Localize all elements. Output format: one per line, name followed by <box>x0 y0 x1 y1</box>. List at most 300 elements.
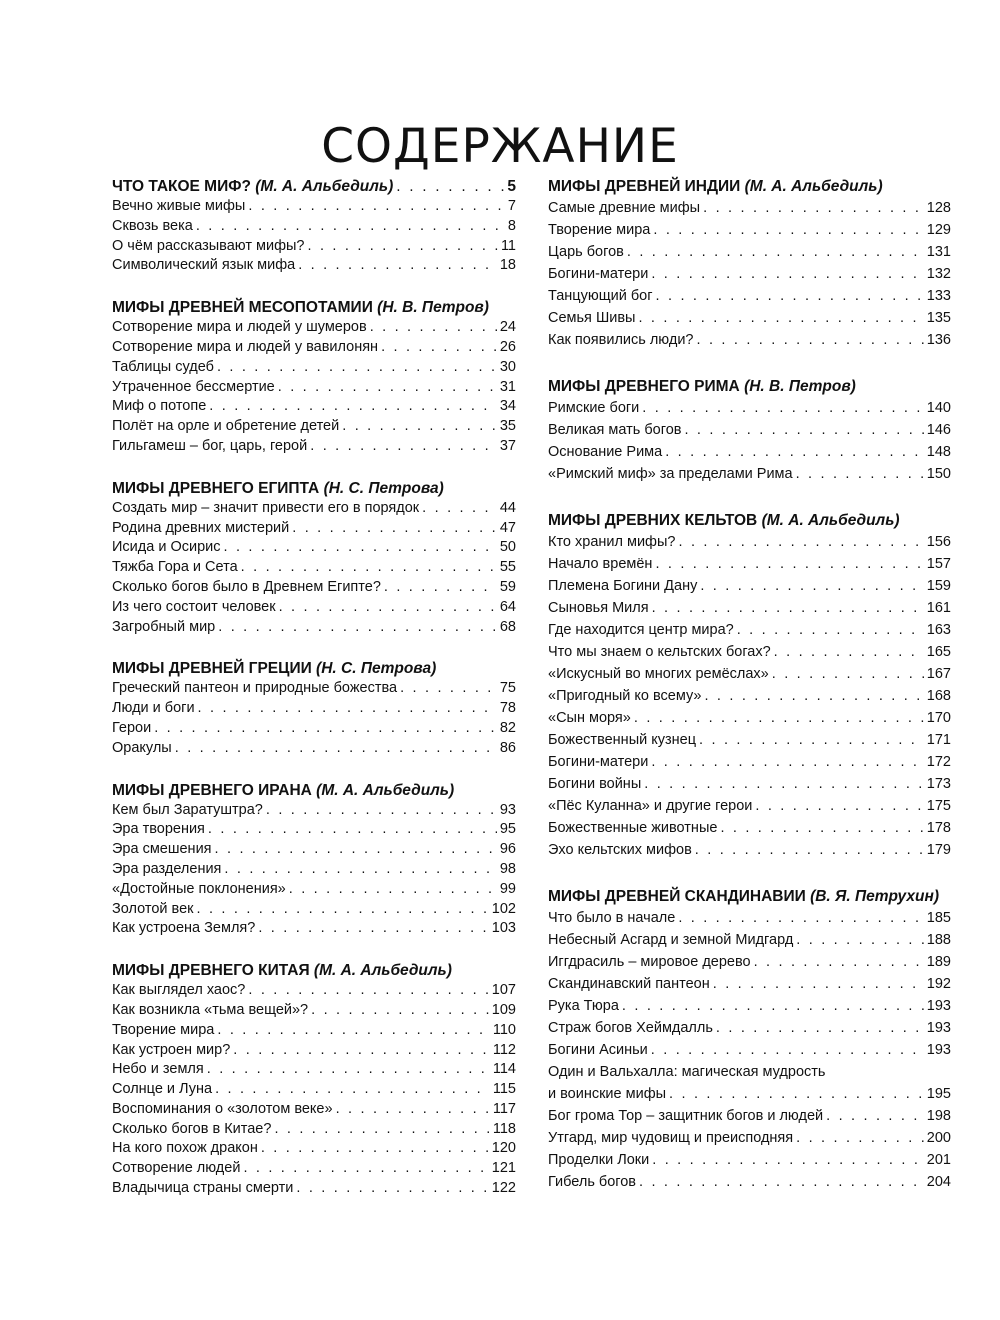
entry-page-number: 93 <box>499 801 516 818</box>
entry-title: Как устроена Земля? <box>112 920 256 937</box>
dot-leader <box>310 437 497 457</box>
dot-leader <box>653 219 923 241</box>
toc-entry[interactable] <box>548 995 951 1017</box>
toc-entry[interactable] <box>548 419 951 441</box>
entry-page-number: 156 <box>926 534 951 550</box>
section-heading[interactable] <box>112 298 516 318</box>
entry-page-number: 135 <box>926 310 951 326</box>
section-author: (Н. С. Петрова) <box>323 479 444 497</box>
toc-entry[interactable] <box>112 1139 516 1159</box>
entry-title: Гильгамеш – бог, царь, герой <box>112 437 308 454</box>
entry-title: Сыновья Миля <box>548 600 649 616</box>
entry-page-number: 109 <box>491 1001 516 1018</box>
entry-title: Великая мать богов <box>548 422 682 438</box>
entry-title: Где находится центр мира? <box>548 622 734 638</box>
entry-title: Богини войны <box>548 776 642 792</box>
toc-entry[interactable] <box>548 285 951 307</box>
dot-leader <box>754 951 924 973</box>
toc-section <box>548 511 951 861</box>
entry-title: Небесный Асгард и земной Мидгард <box>548 932 794 948</box>
entry-title: Сколько богов было в Древнем Египте? <box>112 578 381 595</box>
toc-entry[interactable] <box>548 197 951 219</box>
section-title: МИФЫ ДРЕВНЕГО ИРАНА <box>112 781 312 799</box>
toc-entry[interactable] <box>112 699 516 719</box>
toc-entry[interactable] <box>112 318 516 338</box>
toc-entry[interactable] <box>548 619 951 641</box>
toc-section <box>548 377 951 485</box>
toc-entry[interactable] <box>548 463 951 485</box>
entry-title: Утраченное бессмертие <box>112 378 275 395</box>
entry-page-number: 82 <box>499 719 516 736</box>
section-author: (Н. С. Петрова) <box>316 660 437 678</box>
entry-title: «Римский миф» за пределами Рима <box>548 466 793 482</box>
entry-page-number: 165 <box>926 644 951 660</box>
toc-entry[interactable] <box>112 256 516 276</box>
entry-title: Таблицы судеб <box>112 358 214 375</box>
toc-entry[interactable] <box>112 880 516 900</box>
toc-entry[interactable] <box>548 751 951 773</box>
entry-page-number: 117 <box>492 1100 516 1117</box>
toc-entry[interactable] <box>548 1061 951 1083</box>
section-heading-text <box>112 177 393 197</box>
section-heading[interactable] <box>112 177 516 197</box>
entry-page-number: 8 <box>507 217 516 234</box>
section-author: (В. Я. Петрухин) <box>810 888 939 905</box>
entry-title: Сквозь века <box>112 217 193 234</box>
toc-entry[interactable] <box>112 618 516 638</box>
section-title: МИФЫ ДРЕВНЕГО ЕГИПТА <box>112 479 320 497</box>
toc-entry[interactable] <box>112 801 516 821</box>
entry-title: Танцующий бог <box>548 288 653 304</box>
entry-title: Сколько богов в Китае? <box>112 1120 272 1137</box>
toc-entry[interactable] <box>112 437 516 457</box>
section-heading[interactable] <box>112 781 516 801</box>
entry-page-number: 75 <box>499 680 516 697</box>
entry-title: Как устроен мир? <box>112 1041 231 1058</box>
entry-title: Что было в начале <box>548 910 676 926</box>
entry-page-number: 118 <box>492 1120 516 1137</box>
entry-page-number: 47 <box>499 519 516 536</box>
toc-entry[interactable] <box>112 820 516 840</box>
section-heading-text <box>112 660 436 677</box>
dot-leader <box>154 719 497 739</box>
toc-entry[interactable] <box>548 441 951 463</box>
entry-page-number: 201 <box>926 1152 951 1168</box>
toc-entry[interactable] <box>548 307 951 329</box>
entry-title: Сотворение мира и людей у шумеров <box>112 319 367 336</box>
section-author: (М. А. Альбедиль) <box>744 178 883 195</box>
toc-entry[interactable] <box>548 839 951 861</box>
section-heading[interactable] <box>548 177 951 197</box>
dot-leader <box>296 1179 488 1199</box>
toc-entry[interactable] <box>548 1149 951 1171</box>
entry-page-number: 37 <box>499 437 516 454</box>
dot-leader <box>796 929 924 951</box>
entry-page-number: 128 <box>926 200 951 216</box>
entry-page-number: 55 <box>499 559 516 576</box>
entry-page-number: 31 <box>499 378 516 395</box>
entry-title: Как возникла «тьма вещей»? <box>112 1001 309 1018</box>
toc-entry[interactable] <box>548 951 951 973</box>
entry-page-number: 44 <box>499 499 516 516</box>
toc-entry[interactable] <box>112 1001 516 1021</box>
dot-leader <box>209 397 497 417</box>
dot-leader <box>258 919 488 939</box>
toc-entry[interactable] <box>548 1039 951 1061</box>
toc-entry[interactable] <box>112 378 516 398</box>
toc-entry[interactable] <box>548 973 951 995</box>
entry-title: Скандинавский пантеон <box>548 976 710 992</box>
dot-leader <box>224 538 497 558</box>
toc-entry[interactable] <box>112 1100 516 1120</box>
toc-entry[interactable] <box>548 795 951 817</box>
section-title: МИФЫ ДРЕВНИХ КЕЛЬТОВ <box>548 512 758 529</box>
entry-page-number: 103 <box>491 920 516 937</box>
toc-entry[interactable] <box>548 773 951 795</box>
dot-leader <box>215 1080 490 1100</box>
toc-entry[interactable] <box>112 217 516 237</box>
toc-entry[interactable] <box>548 907 951 929</box>
entry-title: Кем был Заратуштра? <box>112 801 263 818</box>
entry-page-number: 189 <box>926 954 951 970</box>
toc-entry[interactable] <box>112 1021 516 1041</box>
toc-right-column <box>548 177 951 1219</box>
dot-leader <box>289 880 497 900</box>
toc-entry[interactable] <box>548 553 951 575</box>
dot-leader <box>755 795 923 817</box>
dot-leader <box>774 641 924 663</box>
toc-entry[interactable] <box>112 598 516 618</box>
toc-entry[interactable] <box>112 358 516 378</box>
toc-entry[interactable] <box>112 981 516 1001</box>
toc-entry[interactable] <box>112 338 516 358</box>
entry-page-number: 167 <box>926 666 951 682</box>
entry-title: Божественный кузнец <box>548 732 697 748</box>
entry-page-number: 86 <box>499 739 516 756</box>
entry-title: Небо и земля <box>112 1061 204 1078</box>
entry-title: «Достойные поклонения» <box>112 880 286 897</box>
entry-title: Что мы знаем о кельтских богах? <box>548 644 771 660</box>
entry-page-number: 34 <box>499 398 516 415</box>
section-heading[interactable] <box>112 961 516 981</box>
entry-page-number: 30 <box>499 358 516 375</box>
dot-leader <box>207 1060 490 1080</box>
entry-page-number: 193 <box>926 1020 951 1036</box>
entry-title: Царь богов <box>548 244 624 260</box>
entry-title: Богини Асиньи <box>548 1042 648 1058</box>
entry-title: Основание Рима <box>548 444 663 460</box>
entry-title: Солнце и Луна <box>112 1081 213 1098</box>
entry-title: Богини-матери <box>548 754 649 770</box>
section-heading[interactable] <box>112 659 516 679</box>
entry-page-number: 115 <box>492 1081 516 1098</box>
dot-leader <box>308 237 498 257</box>
dot-leader <box>699 729 924 751</box>
section-title: МИФЫ ДРЕВНЕГО РИМА <box>548 378 740 395</box>
dot-leader <box>695 839 924 861</box>
dot-leader <box>292 519 497 539</box>
entry-title: Исида и Осирис <box>112 539 221 556</box>
dot-leader <box>198 699 497 719</box>
entry-title: «Сын моря» <box>548 710 631 726</box>
toc-entry[interactable] <box>548 329 951 351</box>
dot-leader <box>796 1127 924 1149</box>
entry-title: Проделки Локи <box>548 1152 650 1168</box>
entry-title: Эра творения <box>112 821 205 838</box>
entry-title: Оракулы <box>112 739 172 756</box>
toc-entry[interactable] <box>112 499 516 519</box>
toc-entry[interactable] <box>112 860 516 880</box>
entry-page-number: 175 <box>926 798 951 814</box>
toc-entry[interactable] <box>112 679 516 699</box>
entry-title: Божественные животные <box>548 820 718 836</box>
entry-page-number: 18 <box>499 257 516 274</box>
dot-leader <box>217 358 497 378</box>
dot-leader <box>772 663 924 685</box>
dot-leader <box>700 575 923 597</box>
entry-title: Греческий пантеон и природные божества <box>112 680 398 697</box>
toc-entry[interactable] <box>548 1105 951 1127</box>
dot-leader <box>644 773 924 795</box>
dot-leader <box>396 177 504 197</box>
dot-leader <box>684 419 923 441</box>
toc-entry[interactable] <box>548 707 951 729</box>
toc-entry[interactable] <box>548 219 951 241</box>
entry-page-number: 121 <box>491 1160 516 1177</box>
entry-page-number: 140 <box>926 400 951 416</box>
entry-page-number: 112 <box>492 1041 516 1058</box>
toc-entry[interactable] <box>548 1171 951 1193</box>
dot-leader <box>233 1041 490 1061</box>
entry-title: Родина древних мистерий <box>112 519 290 536</box>
entry-page-number: 7 <box>507 198 516 214</box>
entry-title: Миф о потопе <box>112 398 207 415</box>
entry-page-number: 133 <box>926 288 951 304</box>
entry-title: Создать мир – значит привести его в порядок <box>112 499 420 516</box>
dot-leader <box>370 318 497 338</box>
section-heading-text <box>112 480 444 497</box>
toc-section <box>548 177 951 351</box>
entry-title: Золотой век <box>112 900 194 917</box>
dot-leader <box>274 1120 489 1140</box>
entry-title: «Искусный во многих ремёслах» <box>548 666 769 682</box>
entry-title: Утгард, мир чудовищ и преисподняя <box>548 1130 794 1146</box>
entry-page-number: 24 <box>499 319 516 336</box>
toc-entry[interactable] <box>548 575 951 597</box>
toc-entry[interactable] <box>112 1179 516 1199</box>
toc-entry[interactable] <box>112 739 516 759</box>
dot-leader <box>638 307 923 329</box>
entry-page-number: 159 <box>926 578 951 594</box>
entry-title: О чём рассказывают мифы? <box>112 237 305 254</box>
section-author: (Н. В. Петров) <box>377 299 489 317</box>
toc-entry[interactable] <box>548 641 951 663</box>
section-heading-text <box>548 512 900 529</box>
entry-page-number: 172 <box>926 754 951 770</box>
section-title: ЧТО ТАКОЕ МИФ? <box>112 178 251 195</box>
entry-title: Полёт на орле и обретение детей <box>112 418 340 435</box>
toc-entry[interactable] <box>112 719 516 739</box>
dot-leader <box>248 981 488 1001</box>
entry-page-number: 114 <box>492 1061 516 1078</box>
dot-leader <box>704 685 923 707</box>
entry-page-number: 146 <box>926 422 951 438</box>
entry-title: Бог грома Тор – защитник богов и людей <box>548 1108 824 1124</box>
toc-entry[interactable] <box>112 197 516 217</box>
entry-title: Вечно живые мифы <box>112 198 246 214</box>
toc-entry[interactable] <box>112 840 516 860</box>
section-heading[interactable] <box>548 887 951 907</box>
dot-leader <box>217 1021 490 1041</box>
entry-title: Римские боги <box>548 400 640 416</box>
section-title: МИФЫ ДРЕВНЕЙ МЕСОПОТАМИИ <box>112 299 373 317</box>
toc-section <box>112 479 516 638</box>
entry-title: Богини-матери <box>548 266 649 282</box>
section-author: (Н. В. Петров) <box>744 378 856 395</box>
entry-page-number: 122 <box>491 1180 516 1197</box>
entry-page-number: 163 <box>926 622 951 638</box>
entry-title: Как выглядел хаос? <box>112 982 246 999</box>
entry-page-number: 102 <box>491 900 516 917</box>
section-heading-text <box>112 962 452 979</box>
dot-leader <box>422 499 497 519</box>
page-title: СОДЕРЖАНИЕ <box>321 119 679 175</box>
entry-title: Как появились люди? <box>548 332 694 348</box>
section-heading[interactable] <box>548 377 951 397</box>
toc-entry[interactable] <box>548 597 951 619</box>
entry-title: Племена Богини Дану <box>548 578 698 594</box>
section-author: (М. А. Альбедиль) <box>313 962 452 980</box>
toc-entry[interactable] <box>112 397 516 417</box>
toc-entry[interactable] <box>112 919 516 939</box>
toc-section <box>112 961 516 1199</box>
entry-page-number: 11 <box>500 237 516 254</box>
toc-entry[interactable] <box>548 685 951 707</box>
toc-entry[interactable] <box>112 538 516 558</box>
entry-page-number: 198 <box>926 1108 951 1124</box>
toc-entry[interactable] <box>112 1060 516 1080</box>
entry-title: Люди и боги <box>112 700 195 717</box>
entry-title: Семья Шивы <box>548 310 636 326</box>
entry-title: Страж богов Хеймдалль <box>548 1020 713 1036</box>
toc-section <box>112 177 516 276</box>
entry-title: Один и Вальхалла: магическая мудрость <box>548 1064 826 1080</box>
toc-entry[interactable] <box>548 663 951 685</box>
toc-entry[interactable] <box>112 1080 516 1100</box>
dot-leader <box>208 820 497 840</box>
entry-title: Герои <box>112 719 152 736</box>
entry-page-number: 131 <box>926 244 951 260</box>
dot-leader <box>652 1149 924 1171</box>
entry-title: Владычица страны смерти <box>112 1180 294 1197</box>
entry-page-number: 150 <box>926 466 951 482</box>
entry-page-number: 68 <box>499 618 516 635</box>
section-heading-text <box>548 888 939 905</box>
dot-leader <box>716 1017 924 1039</box>
toc-entry[interactable] <box>112 1159 516 1179</box>
entry-page-number: 50 <box>499 539 516 556</box>
entry-title: Из чего состоит человек <box>112 598 276 615</box>
entry-title: Сотворение людей <box>112 1160 241 1177</box>
entry-page-number: 161 <box>926 600 951 616</box>
dot-leader <box>311 1001 489 1021</box>
dot-leader <box>703 197 924 219</box>
entry-title: Символический язык мифа <box>112 257 296 274</box>
entry-page-number: 185 <box>926 910 951 926</box>
toc-section <box>112 659 516 758</box>
entry-page-number: 204 <box>926 1174 951 1190</box>
toc-section <box>548 887 951 1193</box>
section-title: МИФЫ ДРЕВНЕЙ ГРЕЦИИ <box>112 660 312 678</box>
dot-leader <box>215 840 497 860</box>
entry-title: Тяжба Гора и Сета <box>112 559 238 576</box>
toc-entry[interactable] <box>112 417 516 437</box>
section-heading[interactable] <box>548 511 951 531</box>
toc-entry[interactable] <box>548 531 951 553</box>
toc-entry[interactable] <box>548 397 951 419</box>
toc-entry[interactable] <box>112 1120 516 1140</box>
dot-leader <box>678 531 923 553</box>
entry-page-number: 192 <box>926 976 951 992</box>
section-title: МИФЫ ДРЕВНЕЙ ИНДИИ <box>548 178 741 195</box>
toc-entry[interactable] <box>548 263 951 285</box>
dot-leader <box>243 1159 488 1179</box>
toc-section <box>112 781 516 940</box>
toc-entry[interactable] <box>112 558 516 578</box>
entry-page-number: 96 <box>499 841 516 858</box>
entry-page-number: 195 <box>926 1086 951 1102</box>
toc-entry[interactable] <box>548 729 951 751</box>
dot-leader <box>697 329 924 351</box>
entry-page-number: 99 <box>499 880 516 897</box>
dot-leader <box>656 285 924 307</box>
toc-entry[interactable] <box>548 1083 951 1105</box>
toc-entry[interactable] <box>112 1041 516 1061</box>
section-author: (М. А. Альбедиль) <box>761 512 900 529</box>
entry-page-number: 64 <box>499 598 516 615</box>
section-author: (М. А. Альбедиль) <box>316 781 455 799</box>
toc-entry[interactable] <box>112 237 516 257</box>
entry-page-number: 110 <box>492 1021 516 1038</box>
entry-title: Воспоминания о «золотом веке» <box>112 1100 333 1117</box>
entry-title: Эра смешения <box>112 841 212 858</box>
entry-title: Гибель богов <box>548 1174 637 1190</box>
dot-leader <box>196 217 505 237</box>
toc-entry[interactable] <box>548 1127 951 1149</box>
dot-leader <box>651 263 923 285</box>
entry-page-number: 148 <box>926 444 951 460</box>
section-author: (М. А. Альбедиль) <box>255 178 394 195</box>
toc-entry[interactable] <box>112 900 516 920</box>
entry-title: Эхо кельтских мифов <box>548 842 692 858</box>
entry-page-number: 193 <box>926 998 951 1014</box>
section-heading-text <box>548 178 883 195</box>
toc-entry[interactable] <box>548 241 951 263</box>
dot-leader <box>298 256 497 276</box>
toc-entry[interactable] <box>112 519 516 539</box>
toc-entry[interactable] <box>112 578 516 598</box>
entry-page-number: 179 <box>926 842 951 858</box>
toc-entry[interactable] <box>548 929 951 951</box>
entry-title: Кто хранил мифы? <box>548 534 676 550</box>
dot-leader <box>655 553 923 575</box>
dot-leader <box>197 900 489 920</box>
entry-page-number: 168 <box>926 688 951 704</box>
toc-entry[interactable] <box>548 817 951 839</box>
toc-entry[interactable] <box>548 1017 951 1039</box>
section-heading[interactable] <box>112 479 516 499</box>
entry-page-number: 178 <box>926 820 951 836</box>
